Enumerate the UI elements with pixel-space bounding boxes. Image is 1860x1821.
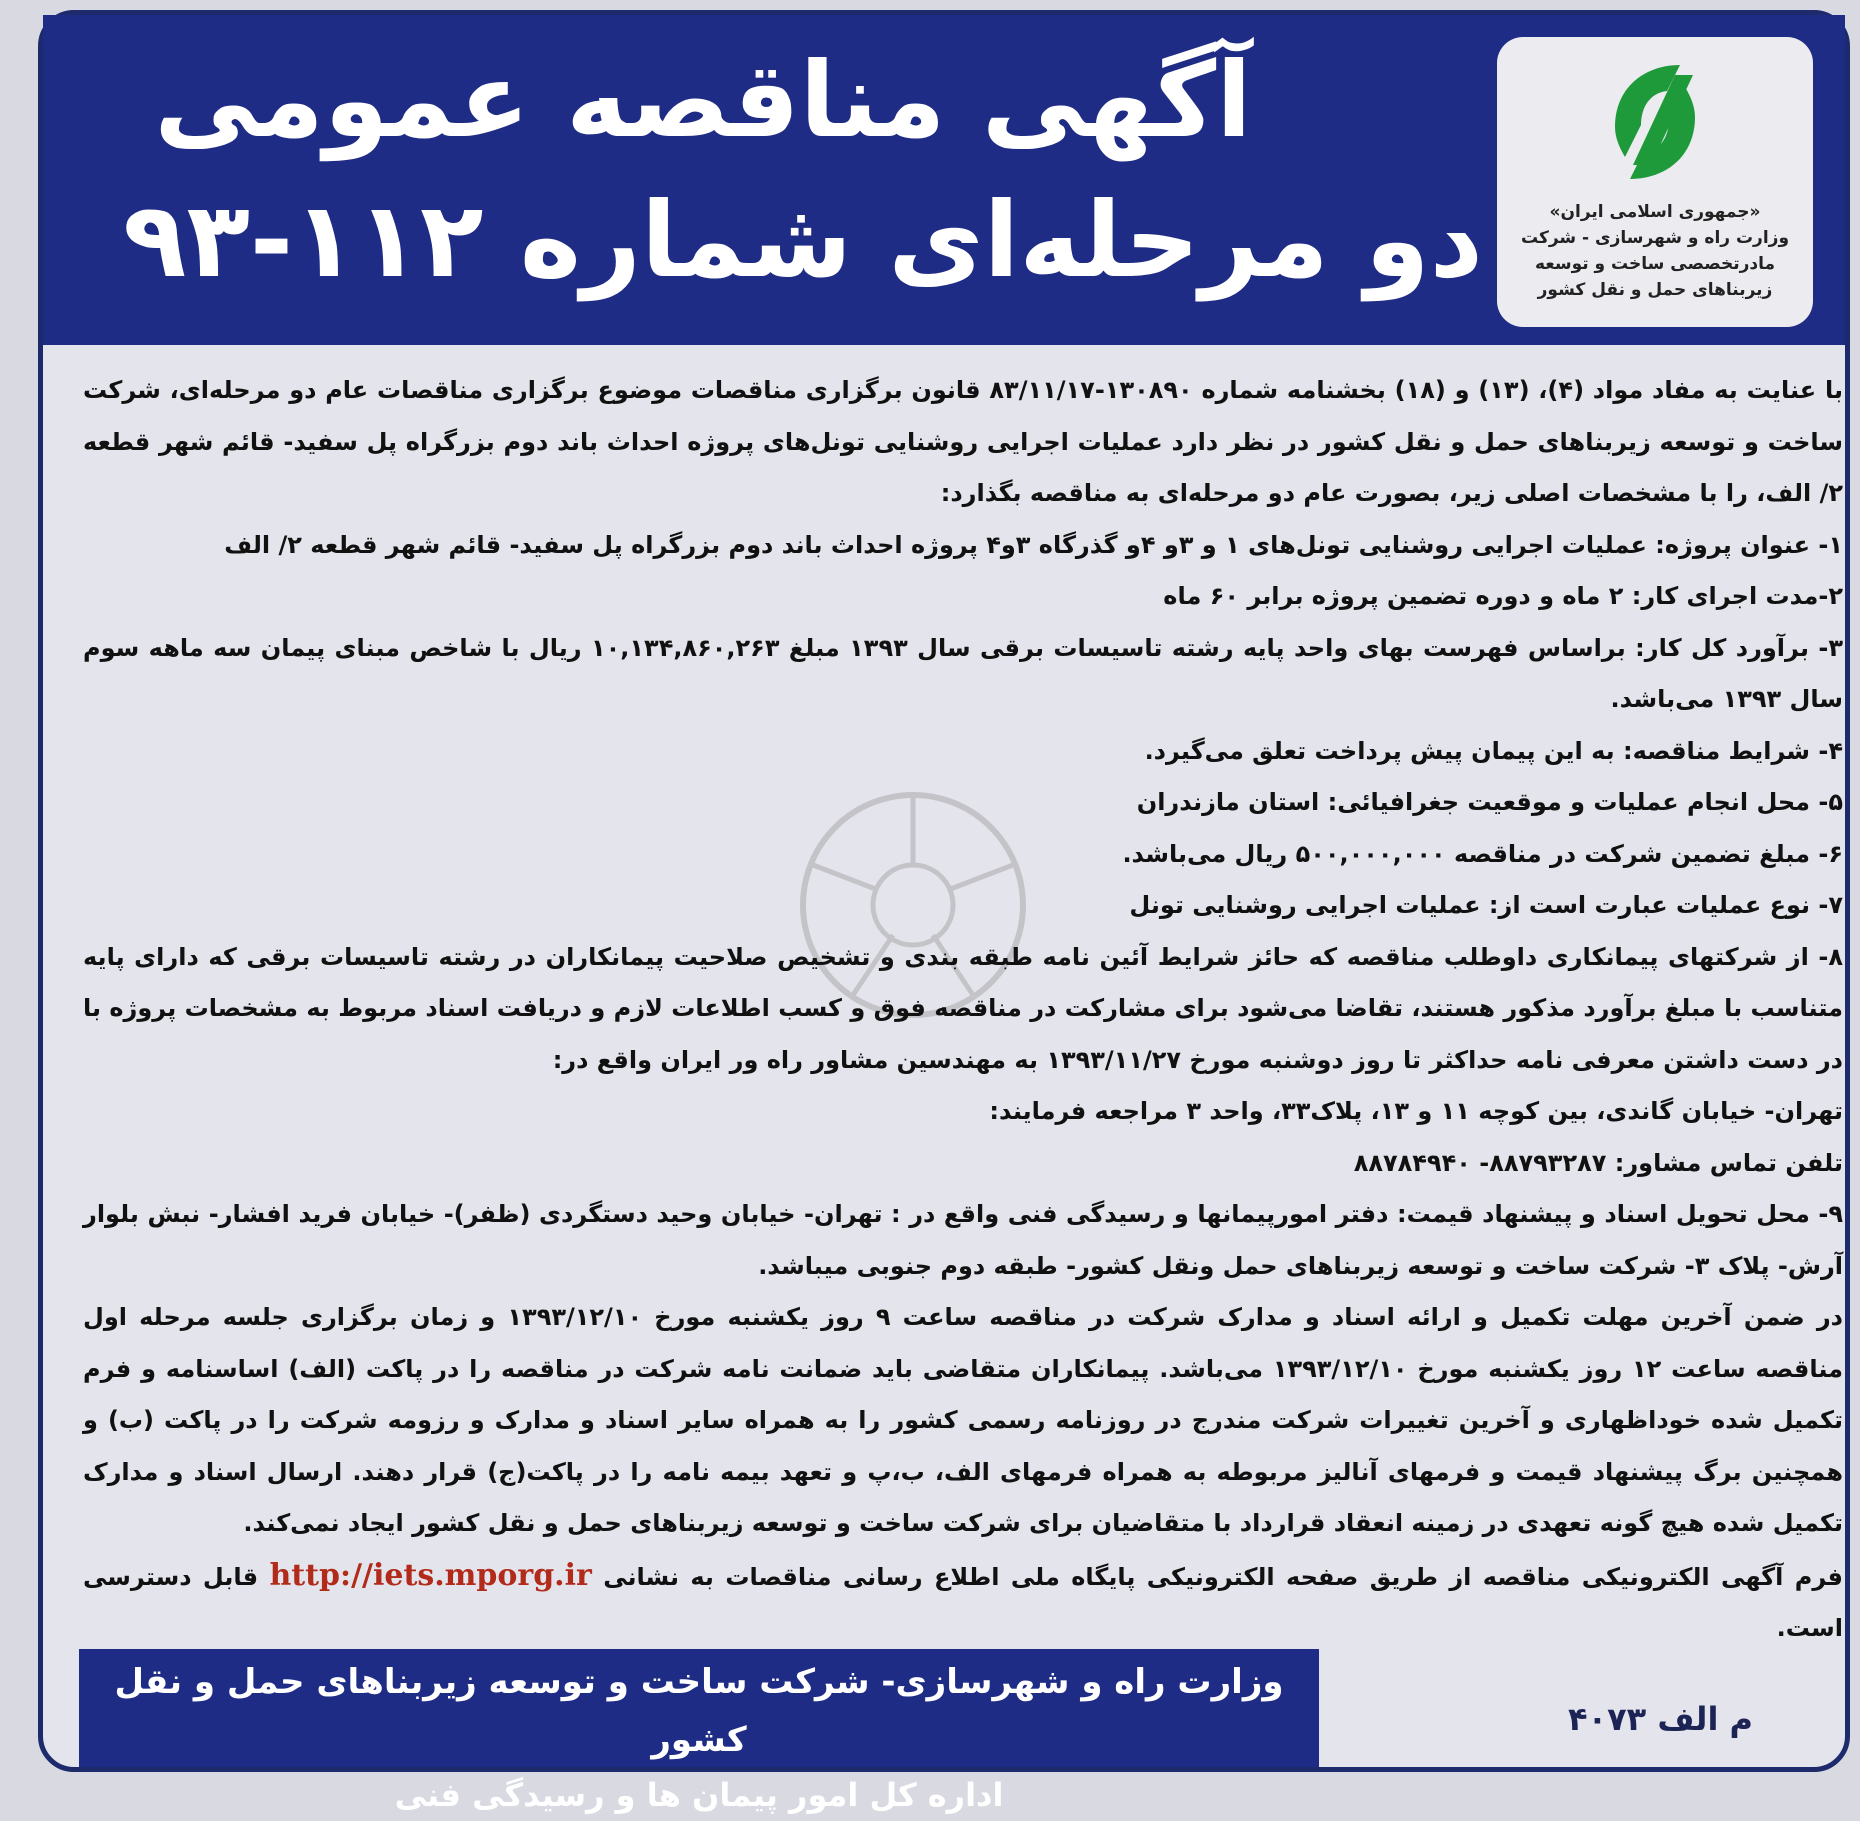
item-2: ۲-مدت اجرای کار: ۲ ماه و دوره تضمین پروژه برابر ۶۰ ماه bbox=[1163, 582, 1843, 610]
item-7: ۷- نوع عملیات عبارت است از: عملیات اجرایی روشنایی تونل bbox=[1129, 891, 1843, 919]
item-3: ۳- برآورد کل کار: براساس فهرست بهای واحد پایه رشته تاسیسات برقی سال ۱۳۹۳ مبلغ ۱۰,۱۳۴,۸۶۰,۲۶۳ ریال با شاخص مبنای پیمان سه ماهه سوم سال ۱۳۹۳ می‌باشد. bbox=[83, 633, 1844, 713]
logo-text-3: مادرتخصصی ساخت و توسعه bbox=[1534, 254, 1776, 274]
item-6: ۶- مبلغ تضمین شرکت در مناقصه ۵۰۰,۰۰۰,۰۰۰ ریال می‌باشد. bbox=[1122, 839, 1843, 868]
intro-paragraph: با عنایت به مفاد مواد (۴)، (۱۳) و (۱۸) بخشنامه شماره ۱۳۰۸۹۰-۸۳/۱۱/۱۷ قانون برگزاری مناقصات موضوع برگزاری مناقصات عام دو مرحله‌ای، شرکت ساخت و توسعه زیربناهای حمل و نقل کشور در نظر دارد عملیات اجرایی روشنایی تونل‌های پروژه احداث باند دوم بزرگراه پل سفید- قائم شهر قطعه ۲/ الف، را با مشخصات اصلی زیر، بصورت عام دو مرحله‌ای به مناقصه بگذارد: bbox=[83, 376, 1843, 507]
tender-url-link[interactable]: http://iets.mporg.ir bbox=[269, 1557, 592, 1593]
tender-body bbox=[83, 365, 1844, 1642]
item-5: ۵- محل انجام عملیات و موقعیت جغرافیائی: استان مازندران bbox=[1136, 788, 1843, 816]
item-8: ۸- از شرکتهای پیمانکاری داوطلب مناقصه که حائز شرایط آئین نامه طبقه بندی و تشخیص صلاحیت پیمانکاران در رشته تاسیسات برقی که دارای پایه متناسب با مبلغ برآورد مذکور هستند، تقاضا می‌شود برای مشارکت در مناقصه فوق و کسب اطلاعات لازم و دریافت اسناد مربوط به مشخصات پروژه با در دست داشتن معرفی نامه حداکثر تا روز دوشنبه مورخ ۱۳۹۳/۱۱/۲۷ به مهندسین مشاور راه ور ایران واقع در: bbox=[83, 942, 1843, 1074]
title-block bbox=[83, 35, 1523, 335]
closing-paragraph: در ضمن آخرین مهلت تکمیل و ارائه اسناد و مدارک شرکت در مناقصه ساعت ۹ روز یکشنبه مورخ ۱۳۹۳/۱۲/۱۰ و زمان برگزاری جلسه مرحله اول مناقصه ساعت ۱۲ روز یکشنبه مورخ ۱۳۹۳/۱۲/۱۰ می‌باشد. پیمانکاران متقاضی باید ضمانت نامه شرکت در مناقصه را در پاکت (الف) اساسنامه و فرم تکمیل شده خوداظهاری و آخرین تغییرات شرکت مندرج در روزنامه رسمی کشور را به همراه سایر اسناد و مدارک و رزومه شرکت را در پاکت (ب) و همچنین برگ پیشنهاد قیمت و فرمهای آنالیز مربوطه به همراه فرمهای الف، ب،پ و تعهد بیمه نامه را در پاکت(ج) قرار دهند. ارسال اسناد و مدارک تکمیل شده هیچ گونه تعهدی در زمینه انعقاد قرارداد با متقاضیان برای شرکت ساخت و توسعه زیربناهای حمل و نقل کشور ایجاد نمی‌کند. bbox=[83, 1303, 1844, 1537]
consultant-phone: تلفن تماس مشاور: ۸۸۷۹۳۲۸۷- ۸۸۷۸۴۹۴۰ bbox=[1353, 1148, 1843, 1177]
footer-line-2: اداره کل امور پیمان ها و رسیدگی فنی bbox=[394, 1776, 1004, 1814]
header-banner bbox=[43, 15, 1845, 345]
footer-banner bbox=[79, 1649, 1319, 1814]
logo-text-2: وزارت راه و شهرسازی - شرکت bbox=[1520, 228, 1790, 248]
item-9: ۹- محل تحویل اسناد و پیشنهاد قیمت: دفتر امورپیمانها و رسیدگی فنی واقع در : تهران- خیابان وحید دستگردی (ظفر)- خیابان فرید افشار- نبش بلوار آرش- پلاک ۳- شرکت ساخت و توسعه زیربناهای حمل ونقل کشور- طبقه دوم جنوبی میباشد. bbox=[83, 1200, 1843, 1280]
logo-text-1: «جمهوری اسلامی ایران» bbox=[1549, 202, 1761, 222]
web-suffix: قابل دسترسی است. bbox=[83, 1562, 1843, 1642]
logo-box bbox=[1497, 37, 1813, 327]
item-4: ۴- شرایط مناقصه: به این پیمان پیش پرداخت تعلق می‌گیرد. bbox=[1144, 736, 1843, 765]
ministry-roads-logo-icon bbox=[1575, 47, 1735, 197]
web-line bbox=[83, 1550, 1843, 1655]
consultant-address: تهران- خیابان گاندی، بین کوچه ۱۱ و ۱۳، پلاک۳۳، واحد ۳ مراجعه فرمایند: bbox=[989, 1097, 1843, 1125]
footer-line-1: وزارت راه و شهرسازی- شرکت ساخت و توسعه زیربناهای حمل و نقل کشور bbox=[114, 1662, 1284, 1760]
item-1: ۱- عنوان پروژه: عملیات اجرایی روشنایی تونل‌های ۱ و ۳و ۴و گذرگاه ۳و۴ پروژه احداث باند دوم بزرگراه پل سفید- قائم شهر قطعه ۲/ الف bbox=[224, 530, 1843, 559]
logo-text-4: زیربناهای حمل و نقل کشور bbox=[1537, 280, 1773, 300]
title-line-1: آگهی مناقصه عمومی bbox=[154, 39, 1252, 161]
web-prefix: فرم آگهی الکترونیکی مناقصه از طریق صفحه الکترونیکی پایگاه ملی اطلاع رسانی مناقصات به نشانی bbox=[603, 1562, 1844, 1591]
advertisement-frame bbox=[38, 10, 1850, 1814]
title-line-2: دو مرحله‌ای شماره ۱۱۲-۹۳ bbox=[122, 179, 1484, 301]
reference-code: م الف ۴۰۷۳ bbox=[1568, 1700, 1753, 1738]
